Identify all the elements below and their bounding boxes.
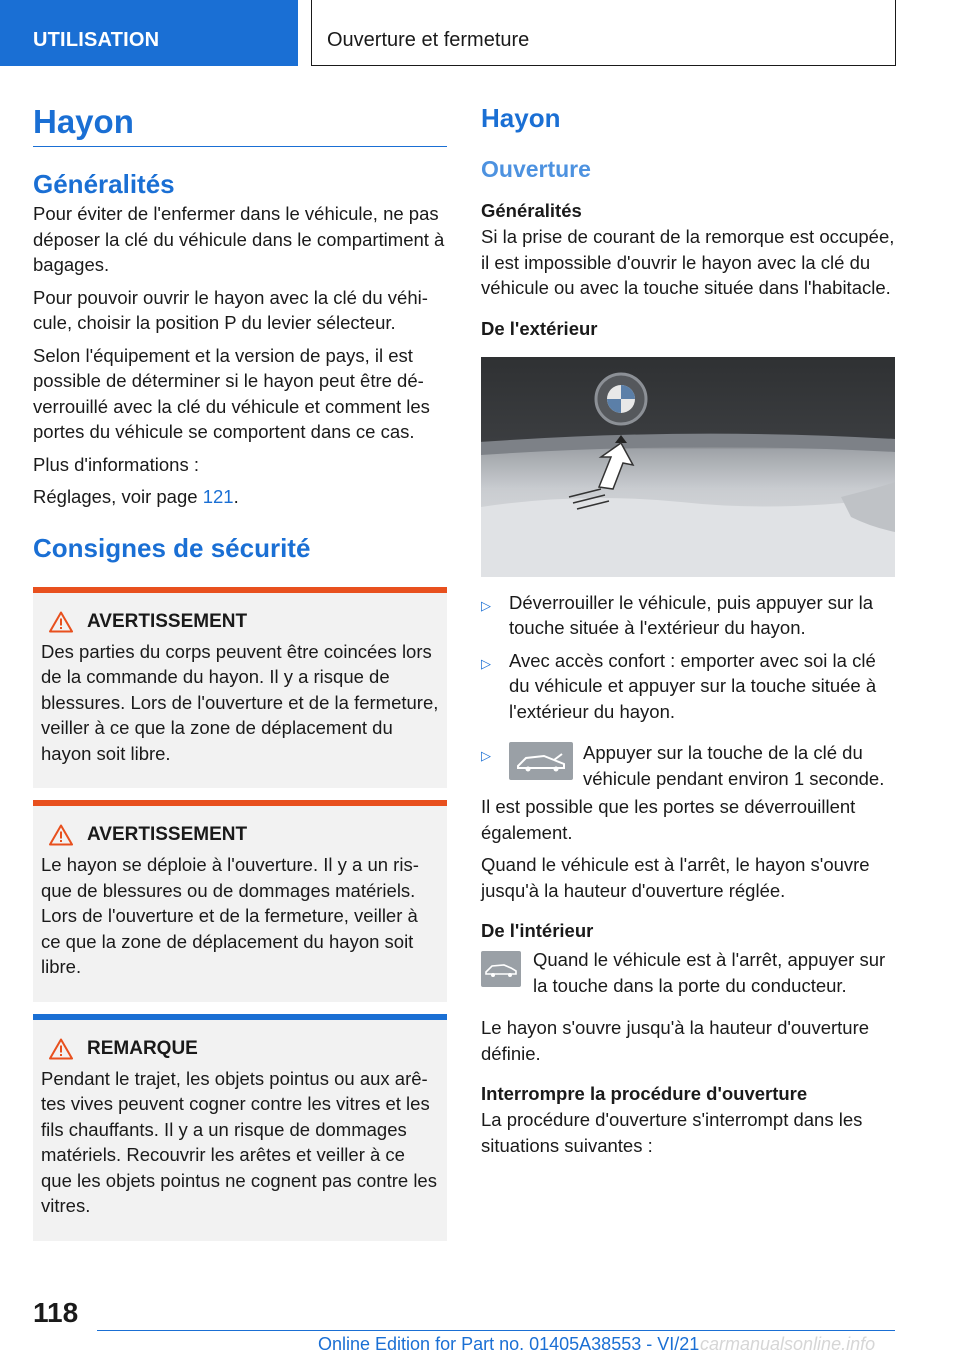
title-rule — [33, 100, 447, 147]
left-column — [33, 100, 447, 1241]
right-title: Hayon — [481, 103, 561, 133]
page-reference — [33, 484, 447, 510]
bullet-item — [481, 740, 895, 791]
warning-title — [41, 822, 439, 848]
warning-triangle-icon — [49, 824, 73, 846]
bullet-item — [481, 648, 895, 725]
ref-suffix: . — [233, 486, 239, 507]
right-subtitle: Ouverture — [481, 156, 591, 182]
bullet-text: Appuyer sur la touche de la clé du véhicule pendant environ 1 seconde. — [583, 742, 885, 789]
watermark: carmanualsonline.info — [700, 1334, 876, 1354]
bullet-triangle-icon: ▷ — [481, 748, 491, 763]
page-number: 118 — [33, 1297, 79, 1328]
bullet-item — [481, 590, 895, 641]
note-title — [41, 1036, 439, 1062]
general-para-4: Plus d'informations : — [33, 453, 199, 475]
general-heading: Généralités — [33, 169, 175, 199]
warning-title-text: AVERTISSEMENT — [87, 824, 248, 845]
bullet-text: Avec accès confort : emporter avec soi la clé du véhicule et appuyer sur la touche située à l'extérieur du hayon. — [509, 649, 877, 722]
warning-text: Le hayon se déploie à l'ouverture. Il y a un risque de blessures ou de dommages matériels. Lors de l'ouverture et de la fermeture, veiller à ce que la zone de déplacement du hayon soit libre. — [41, 854, 419, 977]
general-para-3: Selon l'équipement et la version de pays, il est possible de déterminer si le hayon peut être déverrouillé avec la clé du véhicule et comment les portes du véhicule se comportent dans ce cas. — [33, 344, 430, 442]
warning-box-2 — [33, 800, 447, 1002]
footer-rule — [97, 1330, 895, 1331]
chapter-title: Ouverture et fermeture — [311, 0, 896, 66]
general-para-2: Pour pouvoir ouvrir le hayon avec la clé du véhicule, choisir la position P du levier sélecteur. — [33, 286, 428, 333]
ref-page-link[interactable]: 121 — [202, 486, 234, 507]
outside-heading: De l'extérieur — [481, 317, 598, 339]
general-para-1: Pour éviter de l'enfermer dans le véhicule, ne pas déposer la clé du véhicule dans le compartiment à bagages. — [33, 203, 445, 275]
bullet-triangle-icon: ▷ — [481, 655, 491, 671]
car-tailgate-icon — [481, 951, 521, 987]
page-title: Hayon — [33, 103, 134, 140]
note-text: Pendant le trajet, les objets pointus ou aux arêtes vives peuvent cogner contre les vitres et les fils chauffants. Il y a un risque de dommages matériels. Recouvrir les arêtes et veiller à ce que les objets pointus ne cognent pas contre les vitres. — [41, 1067, 437, 1216]
page-header — [0, 0, 960, 66]
ref-prefix: Réglages, voir page — [33, 486, 203, 507]
interrupt-heading: Interrompre la procédure d'ouverture — [481, 1083, 808, 1104]
right-general-text: Si la prise de courant de la remorque est occupée, il est impossible d'ouvrir le hayon avec la clé du véhicule ou avec la touche située dans l'habitacle. — [481, 226, 895, 298]
warning-title — [41, 609, 439, 635]
note-title-text: REMARQUE — [87, 1037, 198, 1059]
warning-triangle-icon — [49, 611, 73, 633]
safety-heading: Consignes de sécurité — [33, 532, 311, 563]
car-tailgate-icon — [509, 742, 573, 780]
tailgate-illustration — [481, 357, 895, 577]
note-box — [33, 1014, 447, 1241]
after-bullets-1: Il est possible que les portes se déverrouillent également. — [481, 796, 856, 843]
interrupt-text: La procédure d'ouverture s'interrompt dans les situations suivantes : — [481, 1109, 863, 1156]
right-general-heading: Généralités — [481, 200, 582, 221]
inside-row — [481, 947, 895, 998]
warning-box-1 — [33, 587, 447, 789]
inside-after: Le hayon s'ouvre jusqu'à la hauteur d'ouverture définie. — [481, 1017, 870, 1064]
bullet-triangle-icon: ▷ — [481, 597, 491, 613]
warning-triangle-icon — [49, 1038, 73, 1060]
warning-text: Des parties du corps peuvent être coincées lors de la commande du hayon. Il y a risque de blessures. Lors de l'ouverture et de la fermeture, veiller à ce que la zone de déplacement du hayon soit libre. — [41, 640, 439, 764]
inside-heading: De l'intérieur — [481, 920, 594, 941]
after-bullets-2: Quand le véhicule est à l'arrêt, le hayon s'ouvre jusqu'à la hauteur d'ouverture réglée. — [481, 854, 870, 901]
section-tab: UTILISATION — [0, 0, 298, 66]
bullet-text: Déverrouiller le véhicule, puis appuyer sur la touche située à l'extérieur du hayon. — [509, 591, 874, 638]
tailgate-photo — [481, 357, 895, 577]
edition-text: Online Edition for Part no. 01405A38553 - VI/21 — [318, 1334, 700, 1354]
warning-title-text: AVERTISSEMENT — [87, 610, 248, 632]
right-column — [481, 100, 895, 1158]
inside-text: Quand le véhicule est à l'arrêt, appuyer sur la touche dans la porte du conducteur. — [533, 949, 886, 996]
